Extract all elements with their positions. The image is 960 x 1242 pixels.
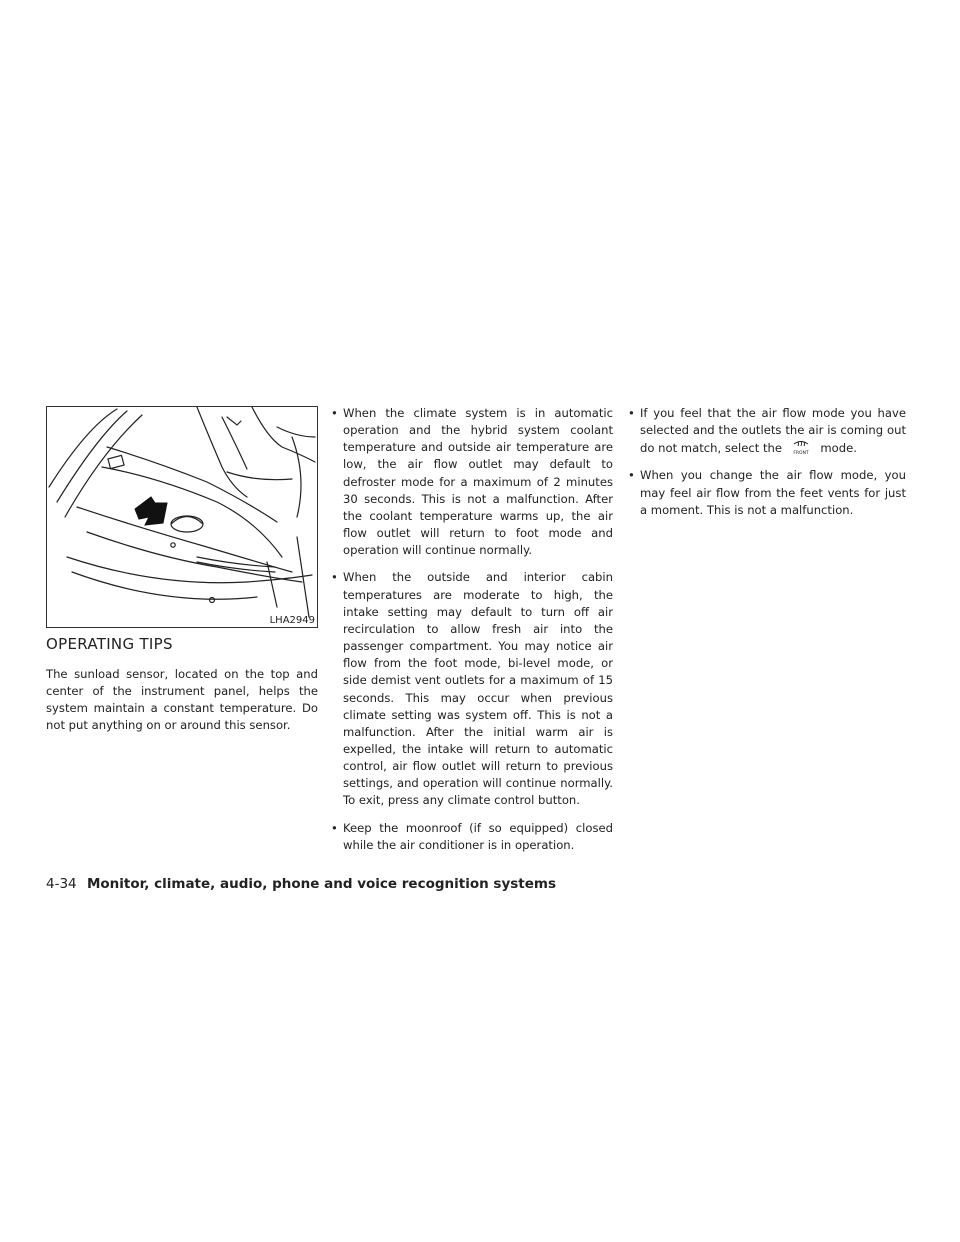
list-item [626, 467, 906, 518]
list-item-text-end: mode. [820, 441, 857, 456]
bullet-glyph: • [331, 570, 338, 585]
list-item-text: When you change the air flow mode, you may feel air flow from the feet vents for just a moment. This is not a malfunction. [640, 468, 906, 517]
figure-id-label: LHA2949 [269, 615, 315, 626]
list-item-text: Keep the moonroof (if so equipped) closed while the air conditioner is in operation. [343, 820, 613, 852]
arrow-icon [135, 497, 167, 525]
bullet-glyph: • [628, 406, 635, 420]
list-item-text: When the outside and interior cabin temperatures are moderate to high, the intake setting may default to turn off air recirculation to allow fresh air into the passenger compartment. You may notice air flow from the foot mode, bi-level mode, or side demist vent outlets for a maximum of 15 seconds. This may occur when previous climate setting was system off. This is not a malfunction. After the initial warm air is expelled, the intake will return to automatic control, air flow outlet will return to previous settings, and operation will continue normally. To exit, press any climate control button. [343, 570, 613, 808]
list-item [329, 569, 613, 809]
front-icon-label: FRONT [793, 451, 809, 456]
list-item-text: If you feel that the air flow mode you have selected and the outlets the air is coming out do not match, select the [640, 406, 906, 456]
page-number: 4-34 [46, 876, 77, 892]
list-item [329, 820, 613, 854]
list-item [329, 405, 613, 559]
column-2 [329, 405, 613, 864]
dashboard-sunload-sensor-illustration [47, 407, 317, 627]
column-1 [46, 666, 318, 735]
bullet-glyph: • [628, 468, 635, 483]
footer-section-title: Monitor, climate, audio, phone and voice recognition systems [86, 876, 557, 892]
front-defroster-icon [789, 439, 813, 455]
column-3 [626, 405, 906, 529]
list-item-text: When the climate system is in automatic operation and the hybrid system coolant temperature and outside air temperature are low, the air flow outlet may default to defroster mode for a maximum of 2 minutes 30 seconds. This is not a malfunction. After the coolant temperature warms up, the air flow outlet will return to foot mode and operation will continue normally. [343, 406, 613, 558]
page-footer [46, 876, 556, 892]
intro-paragraph: The sunload sensor, located on the top and center of the instrument panel, helps the system maintain a constant temperature. Do not put anything on or around this sensor. [46, 667, 318, 733]
section-heading: OPERATING TIPS [46, 635, 173, 653]
bullet-glyph: • [331, 406, 338, 420]
sunload-sensor-figure [46, 406, 318, 628]
bullet-glyph: • [331, 820, 338, 835]
list-item [626, 405, 906, 457]
